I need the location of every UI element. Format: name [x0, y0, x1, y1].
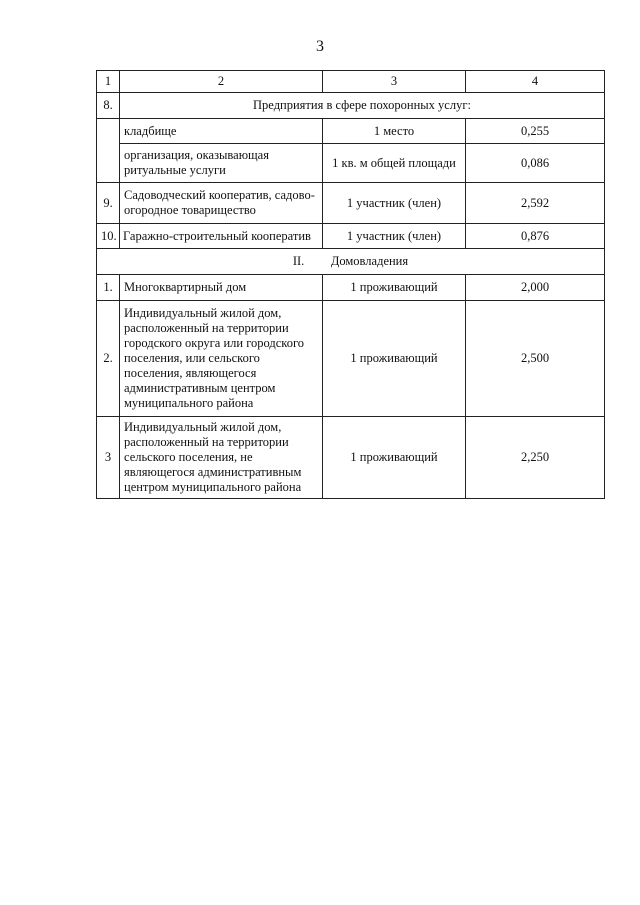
row-name: Многоквартирный дом: [120, 275, 323, 301]
row-name: Индивидуальный жилой дом, расположенный на территории сельского поселения, не являющегося административным центром муниципального района: [120, 417, 323, 499]
section-numeral: II.: [292, 254, 305, 268]
header-cell-2: 2: [120, 71, 323, 93]
header-cell-3: 3: [323, 71, 466, 93]
table-row: [97, 144, 605, 183]
row-value: 0,086: [466, 144, 605, 183]
section-row: [97, 249, 605, 275]
row-number-empty: [97, 119, 120, 183]
row-unit: 1 участник (член): [323, 224, 466, 249]
header-cell-1: 1: [97, 71, 120, 93]
row-value: 2,592: [466, 183, 605, 224]
table-row: [97, 417, 605, 499]
table-row: [97, 183, 605, 224]
table-row: [97, 224, 605, 249]
row-name: организация, оказывающая ритуальные услуги: [120, 144, 323, 183]
section-title: Домовладения: [330, 254, 409, 268]
table-row: [97, 275, 605, 301]
row-number: 1.: [97, 275, 120, 301]
row-unit: 1 участник (член): [323, 183, 466, 224]
row-unit: 1 кв. м общей площади: [323, 144, 466, 183]
row-unit: 1 проживающий: [323, 417, 466, 499]
row-name: Индивидуальный жилой дом, расположенный на территории городского округа или городского поселения, или сельского поселения, являющегося административным центром муниципального района: [120, 301, 323, 417]
table-row: [97, 119, 605, 144]
row-name: кладбище: [120, 119, 323, 144]
row-value: 2,500: [466, 301, 605, 417]
section-heading: [97, 249, 605, 275]
row-unit: 1 проживающий: [323, 275, 466, 301]
tariff-table: [96, 70, 605, 499]
row-value: 2,000: [466, 275, 605, 301]
row-number: 9.: [97, 183, 120, 224]
header-cell-4: 4: [466, 71, 605, 93]
group-title: Предприятия в сфере похоронных услуг:: [120, 93, 605, 119]
row-name: Садоводческий кооператив, садово-огородное товарищество: [120, 183, 323, 224]
table-row: [97, 93, 605, 119]
header-row: [97, 71, 605, 93]
row-number: 8.: [97, 93, 120, 119]
row-number: 2.: [97, 301, 120, 417]
row-number: 3: [97, 417, 120, 499]
row-name: Гаражно-строительный кооператив: [120, 224, 323, 249]
row-number: 10.: [97, 224, 120, 249]
row-unit: 1 проживающий: [323, 301, 466, 417]
row-value: 0,876: [466, 224, 605, 249]
table-row: [97, 301, 605, 417]
row-value: 2,250: [466, 417, 605, 499]
page-number: 3: [316, 38, 324, 55]
row-value: 0,255: [466, 119, 605, 144]
row-unit: 1 место: [323, 119, 466, 144]
